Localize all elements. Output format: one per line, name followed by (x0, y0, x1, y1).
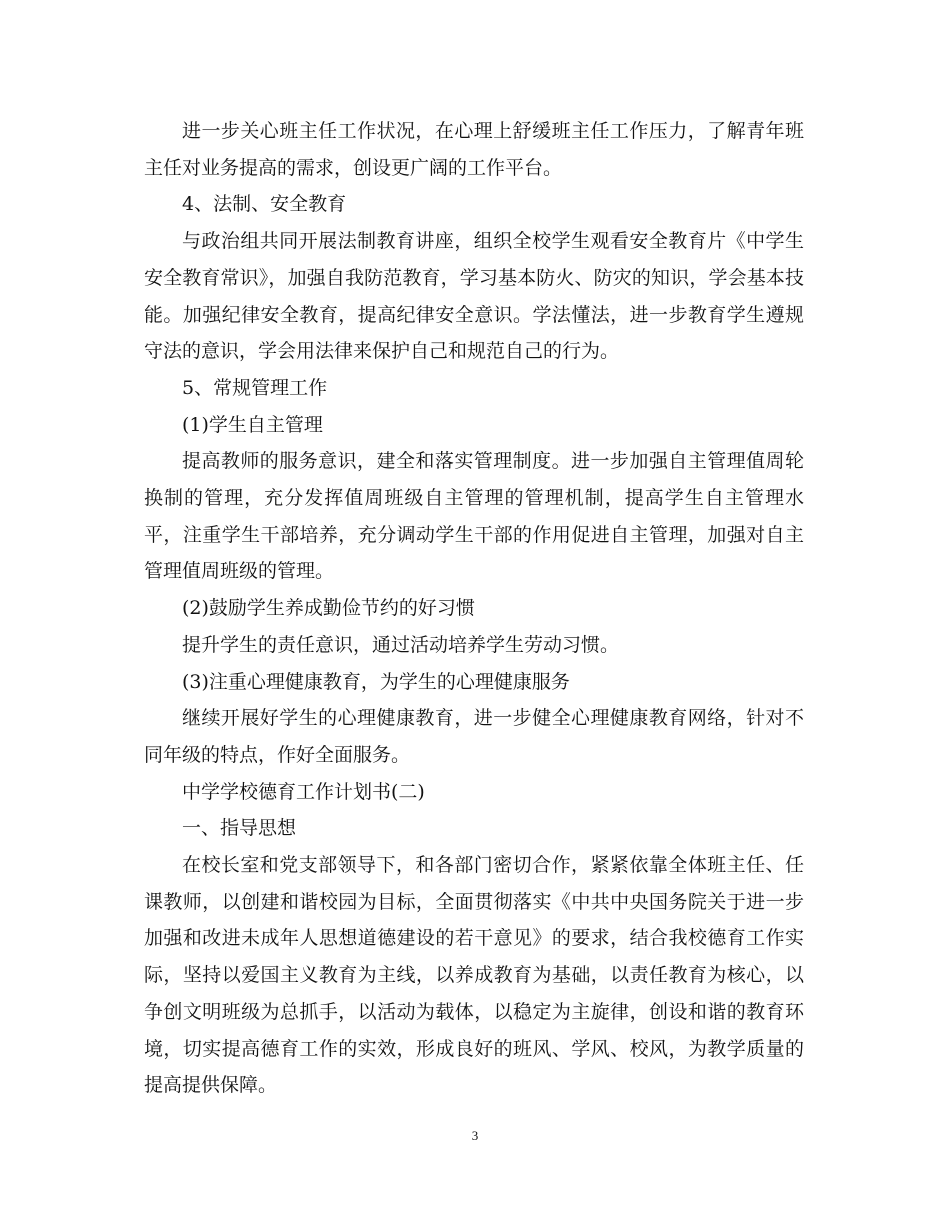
paragraph-guiding-ideology: 在校长室和党支部领导下，和各部门密切合作，紧紧依靠全体班主任、任课教师，以创建和谐校园为目标，全面贯彻落实《中共中央国务院关于进一步加强和改进未成年人思想道德建设的若干意见》的要求，结合我校德育工作实际，坚持以爱国主义教育为主线，以养成教育为基础，以责任教育为核心，以争创文明班级为总抓手，以活动为载体，以稳定为主旋律，创设和谐的教育环境，切实提高德育工作的实效，形成良好的班风、学风、校风，为教学质量的提高提供保障。 (144, 854, 804, 1097)
paragraph-care-for-head-teachers: 进一步关心班主任工作状况，在心理上舒缓班主任工作压力，了解青年班主任对业务提高的需求，创设更广阔的工作平台。 (144, 120, 804, 179)
subheading-mental-health: (3)注重心理健康教育，为学生的心理健康服务 (182, 670, 570, 693)
paragraph-student-self-management: 提高教师的服务意识，建全和落实管理制度。进一步加强自主管理值周轮换制的管理，充分发挥值周班级自主管理的管理机制，提高学生自主管理水平，注重学生干部培养，充分调动学生干部的作用促进自主管理，加强对自主管理值周班级的管理。 (144, 450, 804, 583)
subheading-thrift-habits: (2)鼓励学生养成勤俭节约的好习惯 (182, 597, 475, 620)
document-body (144, 113, 804, 1104)
paragraph-legal-safety-education: 与政治组共同开展法制教育讲座，组织全校学生观看安全教育片《中学生安全教育常识》，加强自我防范教育，学习基本防火、防灾的知识，学会基本技能。加强纪律安全教育，提高纪律安全意识。学法懂法，进一步教育学生遵规守法的意识，学会用法律来保护自己和规范自己的行为。 (144, 230, 804, 363)
paragraph-thrift-habits: 提升学生的责任意识，通过活动培养学生劳动习惯。 (182, 633, 620, 656)
subheading-student-self-management: (1)学生自主管理 (182, 413, 323, 436)
heading-legal-safety-education: 4、法制、安全教育 (182, 193, 347, 216)
heading-guiding-ideology: 一、指导思想 (182, 817, 297, 840)
page-number: 3 (471, 1128, 479, 1143)
section-title-plan-two: 中学学校德育工作计划书(二) (182, 780, 425, 803)
paragraph-mental-health: 继续开展好学生的心理健康教育，进一步健全心理健康教育网络，针对不同年级的特点，作好全面服务。 (144, 707, 804, 766)
heading-routine-management: 5、常规管理工作 (182, 376, 328, 399)
